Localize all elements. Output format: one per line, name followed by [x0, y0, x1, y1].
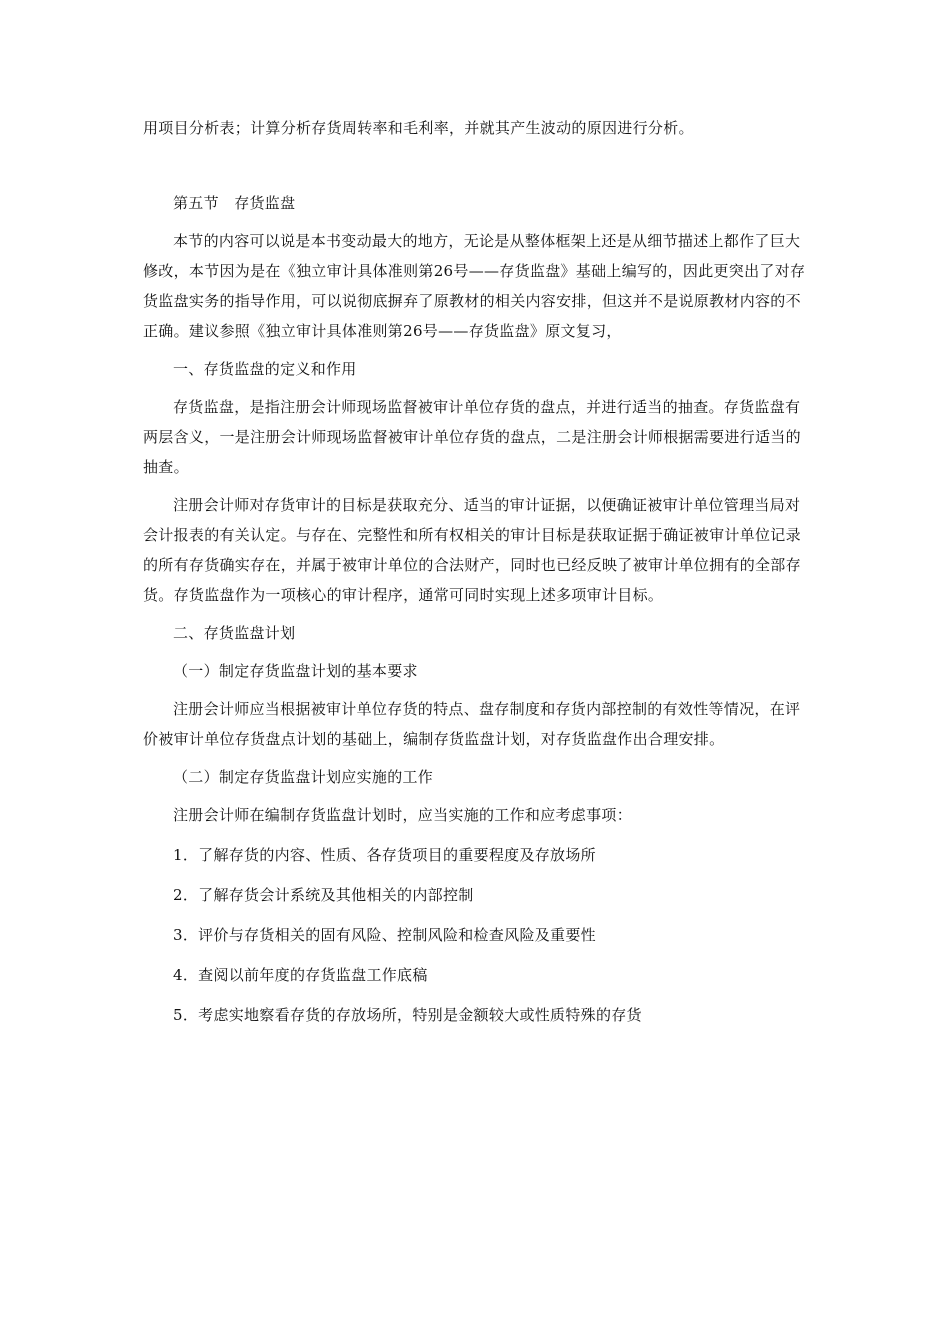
paragraph-requirements: 注册会计师应当根据被审计单位存货的特点、盘存制度和存货内部控制的有效性等情况，在评价被审计单位存货盘点计划的基础上，编制存货监盘计划，对存货监盘作出合理安排。	[143, 700, 801, 748]
document-body	[143, 113, 807, 1030]
subheading-definition: 一、存货监盘的定义和作用	[173, 360, 357, 378]
subheading-plan: 二、存货监盘计划	[173, 624, 296, 642]
paragraph-definition: 存货监盘，是指注册会计师现场监督被审计单位存货的盘点，并进行适当的抽查。存货监盘有两层含义，一是注册会计师现场监督被审计单位存货的盘点，二是注册会计师根据需要进行适当的抽查。	[143, 398, 801, 476]
subheading-work: （二）制定存货监盘计划应实施的工作	[173, 768, 434, 786]
paragraph-objectives: 注册会计师对存货审计的目标是获取充分、适当的审计证据，以便确证被审计单位管理当局对会计报表的有关认定。与存在、完整性和所有权相关的审计目标是获取证据于确证被审计单位记录的所有存货确实存在，并属于被审计单位的合法财产，同时也已经反映了被审计单位拥有的全部存货。存货监盘作为一项核心的审计程序，通常可同时实现上述多项审计目标。	[143, 496, 801, 604]
section-heading: 第五节 存货监盘	[173, 194, 296, 212]
list-item: 5．考虑实地察看存货的存放场所，特别是金额较大或性质特殊的存货	[173, 1006, 642, 1024]
paragraph-intro: 本节的内容可以说是本书变动最大的地方，无论是从整体框架上还是从细节描述上都作了巨大修改，本节因为是在《独立审计具体准则第26号——存货监盘》基础上编写的，因此更突出了对存货监盘实务的指导作用，可以说彻底摒弃了原教材的相关内容安排，但这并不是说原教材内容的不正确。建议参照《独立审计具体准则第26号——存货监盘》原文复习，	[143, 232, 806, 340]
list-item: 2．了解存货会计系统及其他相关的内部控制	[173, 886, 474, 904]
paragraph-continuation: 用项目分析表；计算分析存货周转率和毛利率，并就其产生波动的原因进行分析。	[143, 119, 694, 137]
list-item: 1．了解存货的内容、性质、各存货项目的重要程度及存放场所	[173, 846, 596, 864]
paragraph-work-intro: 注册会计师在编制存货监盘计划时，应当实施的工作和应考虑事项：	[173, 806, 633, 824]
list-item: 4．查阅以前年度的存货监盘工作底稿	[173, 966, 428, 984]
subheading-basic-requirements: （一）制定存货监盘计划的基本要求	[173, 662, 418, 680]
list-item: 3．评价与存货相关的固有风险、控制风险和检查风险及重要性	[173, 926, 596, 944]
